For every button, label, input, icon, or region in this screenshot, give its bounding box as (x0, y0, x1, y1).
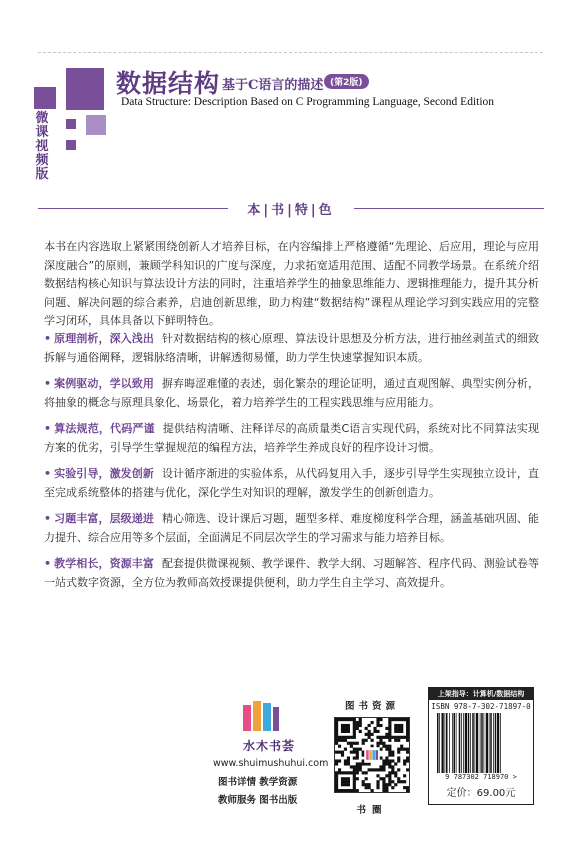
feature-text: 设计循序渐进的实验体系，从代码复用入手，逐步引导学生实现独立设计，直至完成系统整体的搭建与优化，深化学生对知识的理解，激发学生的创新创造力。 (44, 467, 540, 499)
feature-title: 算法规范，代码严谨 (54, 422, 155, 435)
feature-item (44, 555, 539, 592)
qr-code-icon (334, 717, 410, 793)
feature-title: 习题丰富，层级递进 (54, 512, 154, 525)
decor-block (66, 140, 76, 150)
feature-text: 针对数据结构的核心原理、算法设计思想及分析方法，进行抽丝剥茧式的细致拆解与通俗阐释，逻辑脉络清晰，讲解透彻易懂，助力学生快速掌握知识本质。 (44, 332, 540, 364)
feature-item (44, 465, 539, 502)
section-rule-right (354, 208, 544, 209)
book-title-english: Data Structure: Description Based on C Programming Language, Second Edition (121, 96, 495, 108)
feature-item (44, 420, 539, 457)
publisher-url[interactable]: www.shuimushuhui.com (213, 758, 329, 769)
price: 定价：69.00元 (446, 788, 516, 799)
barcode-box (428, 687, 534, 805)
publisher-logo-icon (241, 699, 281, 733)
bullet-icon: • (44, 467, 52, 480)
feature-item (44, 330, 539, 367)
edition-badge: (第2版) (324, 74, 369, 89)
feature-title: 实验引导，激发创新 (54, 467, 154, 480)
decor-block (66, 68, 104, 110)
bullet-icon: • (44, 377, 52, 390)
decor-block (34, 87, 56, 109)
book-title: 数据结构 (116, 69, 221, 98)
qr-title: 图书资源 (344, 701, 399, 712)
bullet-icon: • (44, 512, 52, 525)
feature-text: 精心筛选、设计课后习题，题型多样、难度梯度科学合理，涵盖基础巩固、能力提升、综合应用等多个层面，全面满足不同层次学生的学习需求与能力培养目标。 (44, 512, 540, 544)
isbn-text: ISBN 978-7-302-71897-0 (431, 702, 531, 711)
publisher-name: 水木书荟 (242, 739, 295, 753)
feature-title: 原理剖析，深入浅出 (54, 332, 154, 345)
barcode-digits: 9 787302 718970 > (445, 773, 517, 781)
qr-caption: 书圈 (356, 805, 388, 816)
publisher-links-row: 图书详情 教学资源 (218, 777, 298, 788)
publisher-links-row: 教师服务 图书出版 (218, 795, 298, 806)
barcode-icon (435, 713, 527, 773)
feature-title: 教学相长，资源丰富 (54, 557, 154, 570)
feature-item (44, 510, 539, 547)
top-divider (38, 52, 543, 53)
section-rule-left (38, 208, 228, 209)
feature-text: 提供结构清晰、注释详尽的高质量类C语言实现代码，系统对比不同算法实现方案的优劣，引导学生掌握规范的编程方法，培养学生养成良好的程序设计习惯。 (44, 422, 540, 454)
feature-text: 配套提供微课视频、教学课件、教学大纲、习题解答、程序代码、测验试卷等一站式数字资源，全方位为教师高效授课提供便利，助力学生自主学习、高效提升。 (44, 557, 540, 589)
bullet-icon: • (44, 332, 52, 345)
shelf-category: 上架指导：计算机/数据结构 (429, 688, 533, 700)
edition-side-label: 微 课 视 频 版 (35, 111, 49, 182)
intro-paragraph: 本书在内容选取上紧紧围绕创新人才培养目标，在内容编排上严格遵循“先理论、后应用，理论与应用深度融合”的原则，兼顾学科知识的广度与深度，力求拓宽适用范围、适配不同教学场景。在系统介绍数据结构核心知识与算法设计方法的同时，注重培养学生的抽象思维能力、逻辑推理能力，提升其分析问题、解决问题的综合素养，启迪创新思维，助力构建“数据结构”课程从理论学习到实践应用的完整学习闭环，具体具备以下鲜明特色。 (44, 240, 539, 327)
book-subtitle: 基于C语言的描述 (222, 78, 324, 93)
feature-text: 摒弃晦涩难懂的表述，弱化繁杂的理论证明，通过直观图解、典型实例分析，将抽象的概念与原理具象化、场景化，着力培养学生的工程实践思维与应用能力。 (44, 377, 540, 409)
decor-block (86, 115, 106, 135)
section-title: 本|书|特|色 (232, 199, 350, 218)
bullet-icon: • (44, 422, 52, 435)
bullet-icon: • (44, 557, 52, 570)
decor-block (66, 119, 76, 129)
feature-item (44, 375, 539, 412)
feature-title: 案例驱动，学以致用 (54, 377, 154, 390)
